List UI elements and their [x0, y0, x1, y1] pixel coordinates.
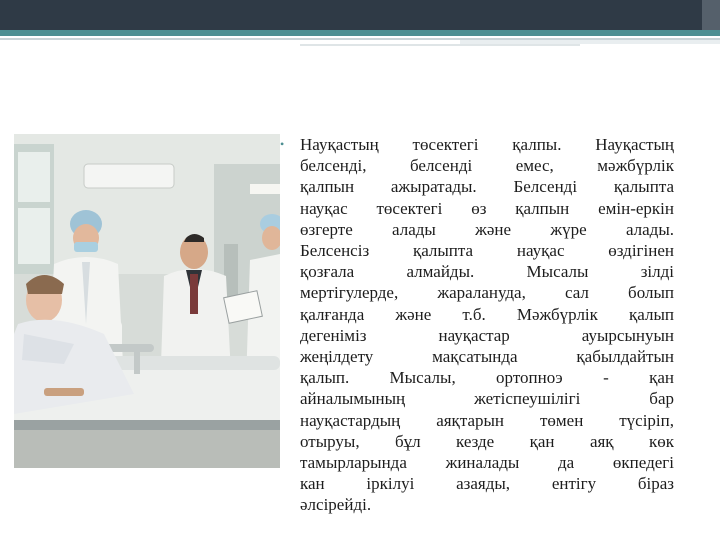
paragraph-line: кан іркілуі азаяды, ентігу біраз	[300, 474, 674, 494]
paragraph-line: қалып. Мысалы, ортопноэ - қан	[300, 368, 674, 388]
bullet-icon: •	[280, 137, 285, 151]
paragraph-line: мертігулерде, жараланудa, сал болып	[300, 283, 674, 303]
paragraph-line: қалпын ажыратады. Белсенді қалыпта	[300, 177, 674, 197]
hospital-photo	[14, 134, 280, 468]
accent-stripe	[0, 30, 720, 36]
paragraph-line: айналымының жетіспеушілігі бар	[300, 389, 674, 409]
divider-line-short	[300, 44, 580, 46]
paragraph-line: науқастардың аяқтарын төмен түсіріп,	[300, 410, 674, 430]
paragraph-line: әлсірейді.	[300, 495, 372, 515]
paragraph-line: тамырларында жиналады да өкпедегі	[300, 453, 674, 473]
header-bar	[0, 0, 720, 30]
paragraph	[300, 134, 674, 516]
paragraph-line: қалғанда және т.б. Мәжбүрлік қалып	[300, 304, 674, 324]
paragraph-line: науқас төсектегі өз қалпын емін-еркін	[300, 198, 674, 218]
paragraph-line: белсенді, белсенді емес, мәжбүрлік	[300, 156, 674, 176]
paragraph-line: өзгерте алады және жүре алады.	[300, 219, 674, 239]
paragraph-line: дегеніміз науқастар ауырсынуын	[300, 325, 674, 345]
paragraph-line: қозғала алмайды. Мысалы зілді	[300, 262, 674, 282]
paragraph-line: Белсенсіз қалыпта науқас өздігінен	[300, 241, 674, 261]
paragraph-line: Науқастың төсектегі қалпы. Науқастың	[300, 135, 674, 154]
paragraph-line: жеңілдету мақсатында қабылдайтын	[300, 347, 674, 367]
paragraph-line: отыруы, бұл кезде қан аяқ көк	[300, 431, 674, 451]
body-text	[280, 134, 674, 516]
header-corner	[702, 0, 720, 30]
